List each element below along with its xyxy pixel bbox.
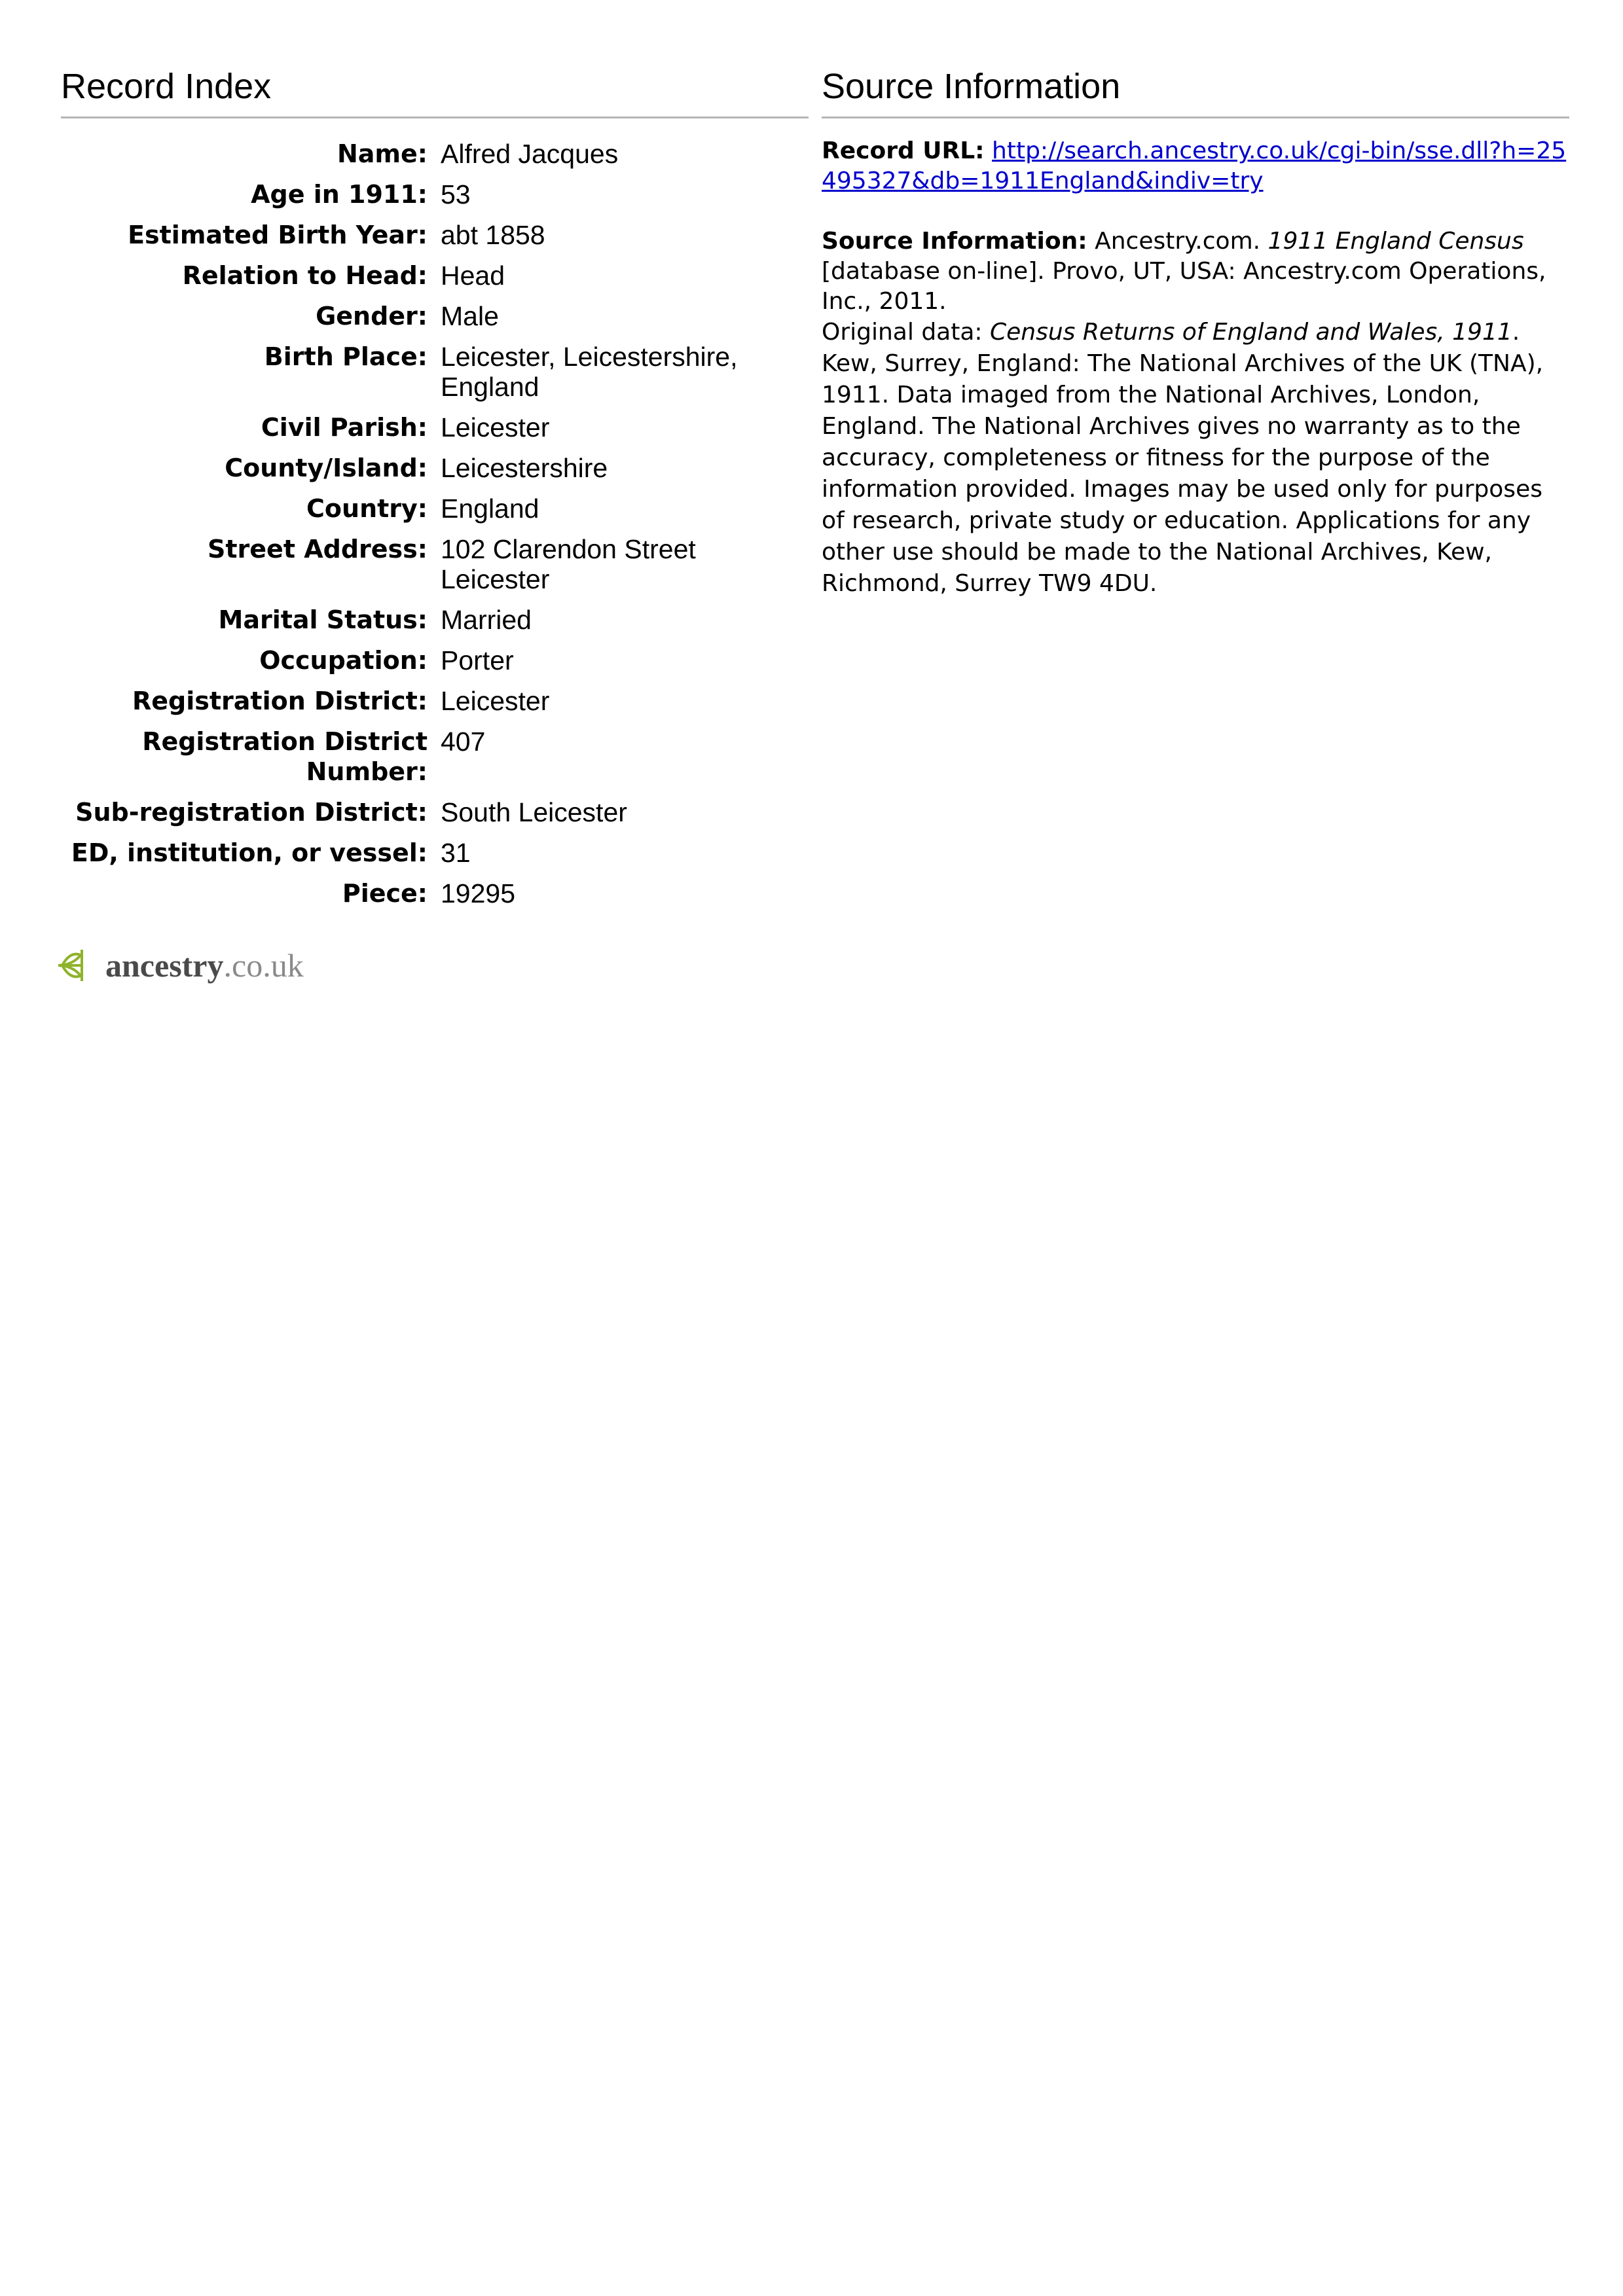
record-row [61, 726, 809, 787]
record-field-value: Alfred Jacques [441, 139, 619, 169]
record-field-label: Registration District Number: [142, 727, 428, 786]
record-row [61, 453, 809, 483]
record-field-value: Leicester [441, 686, 550, 716]
record-field-label: Name: [337, 139, 428, 168]
original-data-text: . Kew, Surrey, England: The National Archives of the UK (TNA), 1911. Data imaged from the National Archives, London, England. The National Archives gives no warranty as to the accuracy, completeness or fitness for the purpose of the information provided. Images may be used only for purposes of research, private study or education. Applications for any other use should be made to the National Archives, Kew, Richmond, Surrey TW9 4DU. [822, 319, 1544, 597]
logo-main-text: ancestry [105, 947, 224, 984]
record-field-label: Age in 1911: [251, 180, 428, 209]
source-information-label: Source Information: [822, 228, 1087, 255]
record-row [61, 179, 809, 209]
record-field-value: South Leicester [441, 797, 627, 827]
source-information-title: Source Information [822, 67, 1121, 106]
record-field-value: England [441, 493, 539, 524]
record-field-label: Sub-registration District: [75, 798, 428, 827]
record-field-label: County/Island: [225, 454, 428, 482]
record-row [61, 220, 809, 250]
record-row [61, 301, 809, 331]
record-field-label: Country: [306, 494, 428, 523]
record-field-value: 19295 [441, 878, 516, 908]
record-index-title: Record Index [61, 67, 272, 106]
record-field-value: Male [441, 301, 499, 331]
source-database-note: [database on-line]. Provo, UT, USA: Ancestry.com Operations, Inc., 2011. [822, 258, 1546, 315]
record-field-value: Married [441, 605, 532, 635]
record-row [61, 878, 809, 908]
record-field-label: Gender: [316, 302, 428, 331]
record-url-label: Record URL: [822, 137, 985, 164]
record-row [61, 686, 809, 716]
record-url-line [822, 136, 1569, 196]
record-row [61, 838, 809, 868]
source-citation [822, 226, 1569, 317]
record-field-label: Street Address: [208, 535, 428, 564]
record-index-divider [61, 117, 809, 118]
record-field-value: 407 [441, 726, 486, 757]
record-field-label: Civil Parish: [261, 413, 428, 442]
source-information-divider [822, 117, 1569, 118]
source-publisher: Ancestry.com. [1095, 228, 1261, 255]
record-field-value: 102 Clarendon Street Leicester [441, 534, 696, 594]
original-data-title: Census Returns of England and Wales, 1911 [989, 319, 1512, 346]
logo-tld-text: .co.uk [223, 947, 304, 984]
record-field-value: Head [441, 260, 505, 291]
record-row [61, 493, 809, 524]
record-field-value: abt 1858 [441, 220, 545, 250]
record-field-label: Marital Status: [218, 605, 428, 634]
record-field-value: Leicestershire [441, 453, 608, 483]
record-field-label: Relation to Head: [182, 261, 428, 290]
original-data-note [822, 317, 1569, 600]
record-field-value: 53 [441, 179, 471, 209]
record-url-link[interactable]: http://search.ancestry.co.uk/cgi-bin/sse.dll?h=25495327&db=1911England&indiv=try [822, 137, 1567, 194]
record-field-value: Leicester [441, 412, 550, 442]
record-field-label: Occupation: [259, 646, 428, 675]
record-field-value: Leicester, Leicestershire, England [441, 342, 738, 402]
ancestry-wordmark [105, 942, 304, 988]
record-field-label: ED, institution, or vessel: [71, 838, 428, 867]
record-row [61, 260, 809, 291]
original-data-label: Original data: [822, 319, 983, 346]
record-row [61, 534, 809, 594]
source-database-title: 1911 England Census [1267, 228, 1524, 255]
record-field-label: Piece: [342, 879, 428, 908]
record-index-table [61, 139, 809, 919]
record-row [61, 645, 809, 675]
record-field-label: Birth Place: [264, 342, 428, 371]
record-row [61, 605, 809, 635]
record-field-label: Estimated Birth Year: [128, 221, 428, 249]
source-information-panel [822, 136, 1569, 600]
record-row [61, 139, 809, 169]
ancestry-leaf-icon [56, 946, 101, 985]
record-row [61, 342, 809, 402]
ancestry-logo [56, 942, 304, 988]
record-field-value: Porter [441, 645, 514, 675]
record-row [61, 412, 809, 442]
record-row [61, 797, 809, 827]
record-field-value: 31 [441, 838, 471, 868]
record-field-label: Registration District: [132, 687, 428, 715]
